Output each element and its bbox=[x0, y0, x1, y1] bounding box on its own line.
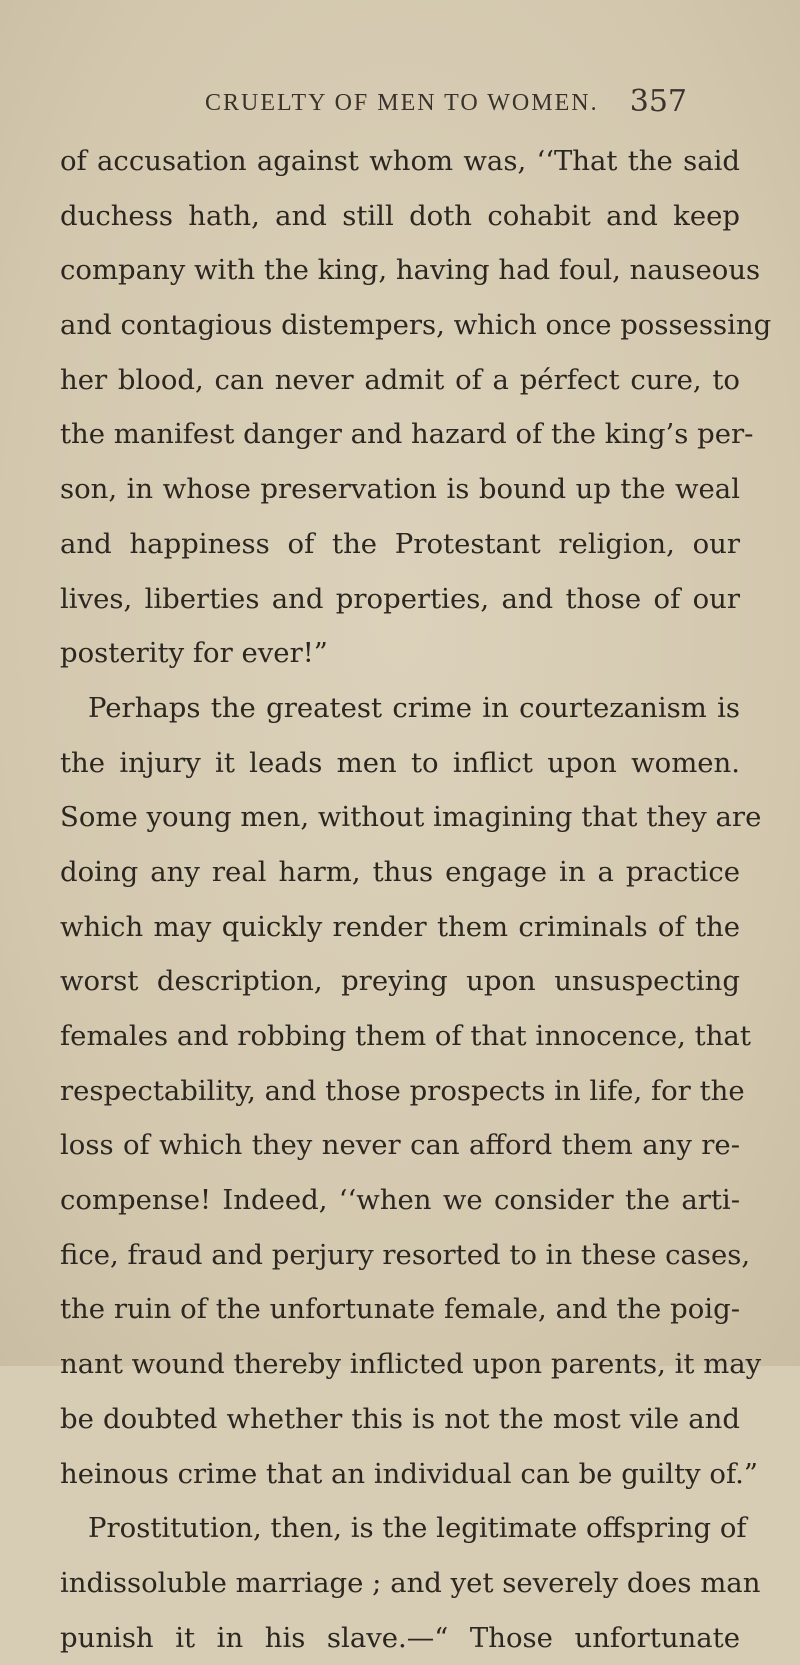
text-line: worst description, preying upon unsuspecting bbox=[60, 965, 740, 998]
body-text bbox=[60, 134, 772, 1665]
text-line: lives, liberties and properties, and those of our bbox=[60, 582, 740, 615]
text-line: of accusation against whom was, ‘‘That the said bbox=[60, 145, 740, 177]
text-line: and happiness of the Protestant religion, our bbox=[60, 527, 740, 560]
text-line: duchess hath, and still doth cohabit and keep bbox=[60, 199, 740, 232]
text-line: her blood, can never admit of a pérfect cure, to bbox=[60, 363, 740, 396]
text-line: indissoluble marriage ; and yet severely does man bbox=[60, 1566, 761, 1599]
text-line: fice, fraud and perjury resorted to in these cases, bbox=[60, 1238, 751, 1271]
text-line: compense! Indeed, ‘‘when we consider the arti- bbox=[60, 1184, 740, 1217]
text-line: which may quickly render them criminals of the bbox=[60, 910, 740, 943]
text-line: nant wound thereby inflicted upon parents, it may bbox=[60, 1348, 762, 1381]
text-line: posterity for ever!” bbox=[60, 637, 328, 670]
text-line: and contagious distempers, which once possessing bbox=[60, 309, 772, 342]
text-line: be doubted whether this is not the most vile and bbox=[60, 1402, 740, 1435]
running-head: CRUELTY OF MEN TO WOMEN. bbox=[205, 90, 599, 116]
text-line: Some young men, without imagining that they are bbox=[60, 801, 762, 834]
text-line: company with the king, having had foul, nauseous bbox=[60, 254, 761, 287]
text-line: loss of which they never can afford them any re- bbox=[60, 1129, 740, 1162]
text-line: heinous crime that an individual can be guilty of.” bbox=[60, 1457, 758, 1490]
text-line: son, in whose preservation is bound up the weal bbox=[60, 473, 740, 506]
text-line: the injury it leads men to inflict upon women. bbox=[60, 746, 740, 779]
text-line: doing any real harm, thus engage in a practice bbox=[60, 855, 740, 888]
text-line: Prostitution, then, is the legitimate offspring of bbox=[88, 1512, 747, 1545]
text-line: respectability, and those prospects in life, for the bbox=[60, 1074, 745, 1107]
text-line: Perhaps the greatest crime in courtezanism is bbox=[88, 691, 740, 724]
page-header bbox=[205, 84, 687, 124]
text-line: the manifest danger and hazard of the king’s per- bbox=[60, 418, 754, 451]
page-number: 357 bbox=[629, 84, 687, 119]
text-line: females and robbing them of that innocence, that bbox=[60, 1020, 751, 1052]
text-line: the ruin of the unfortunate female, and the poig- bbox=[60, 1293, 740, 1326]
text-line: punish it in his slave.—“ Those unfortunate bbox=[60, 1621, 740, 1654]
